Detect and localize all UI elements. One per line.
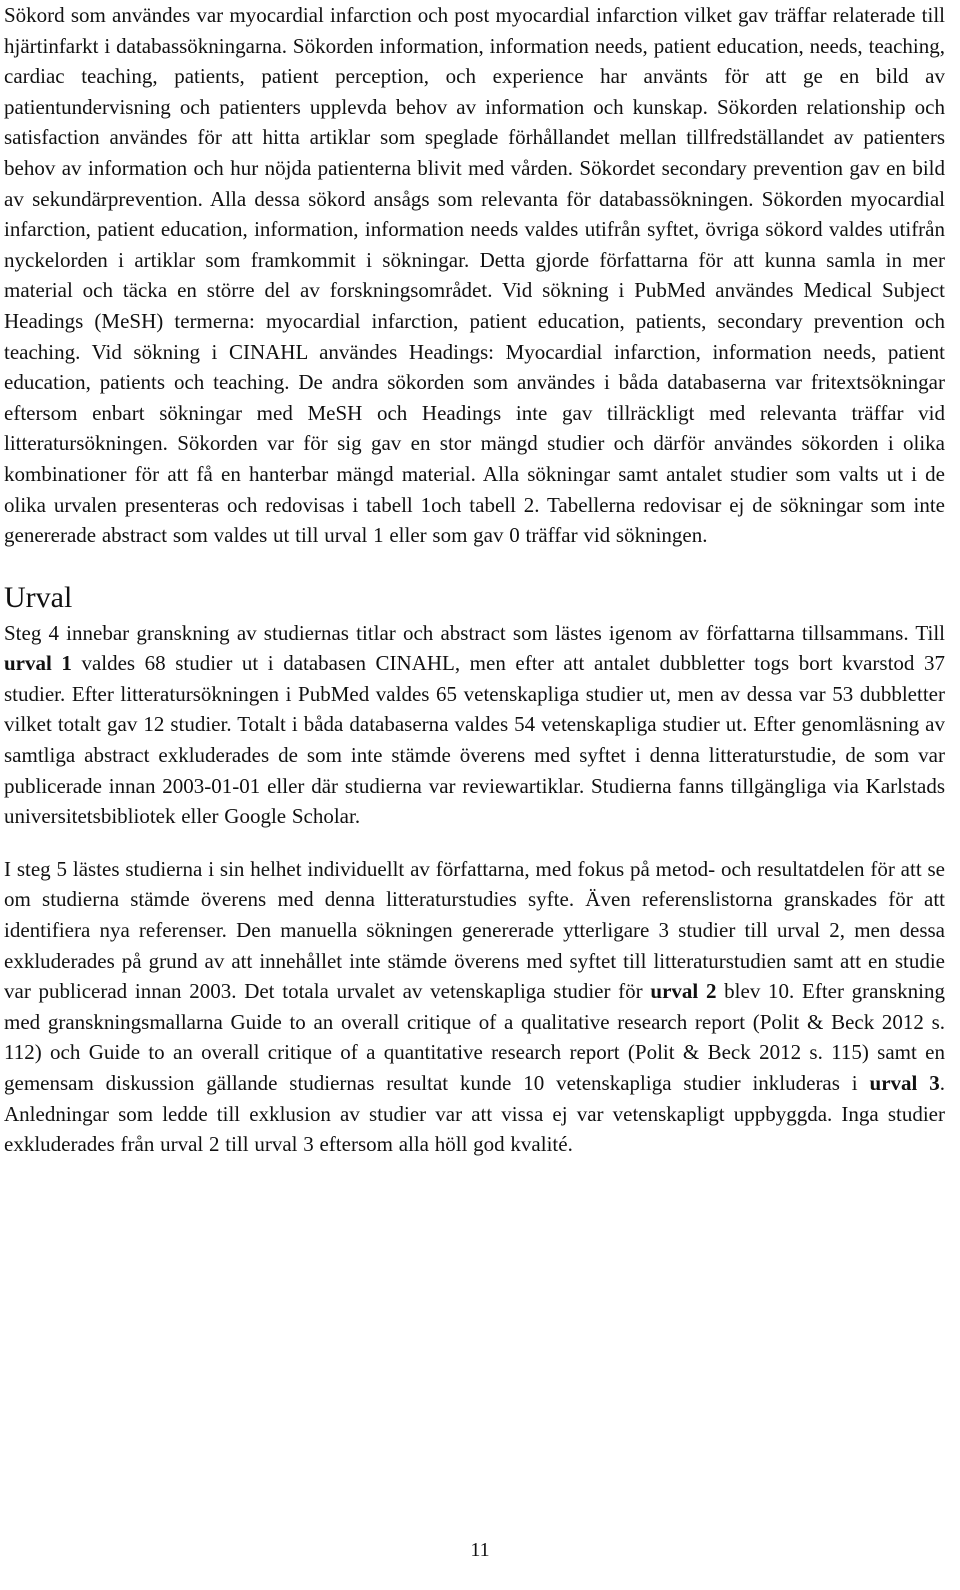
paragraph-step-4-text-b: valdes 68 studier ut i databasen CINAHL, men efter att antalet dubbletter togs bort kvarstod 37 studier. Efter litteratursökningen i PubMed valdes 65 vetenskapliga studier ut, men av dessa var 53 dubbletter vilket totalt gav 12 studier. Totalt i båda databaserna valdes 54 vetenskapliga studier ut. Efter genomläsning av samtliga abstract exkluderades de som inte stämde överens med syftet i denna litteraturstudie, de som var publicerade innan 2003-01-01 eller där studierna var reviewartiklar. Studierna fanns tillgängliga via Karlstads universitetsbibliotek eller Google Scholar. xyxy=(4,651,945,829)
paragraph-step-5-text-c: . Anledningar som ledde till exklusion av studier var att vissa ej var vetenskapligt uppbyggda. Inga studier exkluderades från urval 2 till urval 3 eftersom alla höll god kvalité. xyxy=(4,1071,945,1157)
paragraph-step-5-text-b: blev 10. Efter granskning med granskningsmallarna Guide to an overall critique of a qualitative research report (Polit & Beck 2012 s. 112) och Guide to an overall critique of a quantitative research report (Polit & Beck 2012 s. 115) samt en gemensam diskussion gällande studiernas resultat kunde 10 vetenskapliga studier inkluderas i xyxy=(4,979,945,1095)
paragraph-step-5-text-a: I steg 5 lästes studierna i sin helhet individuellt av författarna, med fokus på metod- och resultatdelen för att se om studierna stämde överens med denna litteraturstudies syfte. Även referenslistorna granskades för att identifiera nya referenser. Den manuella sökningen genererade ytterligare 3 studier till urval 2, men dessa exkluderades på grund av att innehållet inte stämde överens med syftet till litteraturstudien samt att en studie var publicerad innan 2003. Det totala urvalet av vetenskapliga studier för xyxy=(4,856,945,1004)
document-page xyxy=(4,0,945,1160)
section-heading-urval: Urval xyxy=(4,580,73,614)
paragraph-step-4 xyxy=(4,618,945,832)
paragraph-step-4-text-a: Steg 4 innebar granskning av studiernas titlar och abstract som lästes igenom av författarna tillsammans. Till xyxy=(4,620,945,645)
bold-urval-3: urval 3 xyxy=(869,1071,940,1095)
paragraph-step-5 xyxy=(4,854,945,1160)
bold-urval-1: urval 1 xyxy=(4,651,72,676)
paragraph-search-terms: Sökord som användes var myocardial infarction och post myocardial infarction vilket gav träffar relaterade till hjärtinfarkt i databassökningarna. Sökorden information, information needs, patient education, needs, teaching, cardiac teaching, patients, patient perception, och experience har använts för att ge en bild av patientundervisning och patienters upplevda behov av information och kunskap. Sökorden relationship och satisfaction användes för att hitta artiklar som speglade förhållandet mellan tillfredställandet av patienters behov av information och hur nöjda patienterna blivit med vården. Sökordet secondary prevention gav en bild av sekundärprevention. Alla dessa sökord ansågs som relevanta för databassökningen. Sökorden myocardial infarction, patient education, information, information needs valdes utifrån syftet, övriga sökord valdes utifrån nyckelorden i artiklar som framkommit i sökningar. Detta gjorde författarna för att kunna samla in mer material och täcka en större del av forskningsområdet. Vid sökning i PubMed användes Medical Subject Headings (MeSH) termerna: myocardial infarction, patient education, patients, secondary prevention och teaching. Vid sökning i CINAHL användes Headings: Myocardial infarction, information needs, patient education, patients och teaching. De andra sökorden som användes i båda databaserna var fritextsökningar eftersom enbart sökningar med MeSH och Headings inte gav tillräckligt med relevanta träffar vid litteratursökningen. Sökorden var för sig gav en stor mängd studier och därför användes sökorden i olika kombinationer för att få en hanterbar mängd material. Alla sökningar samt antalet studier som valts ut i de olika urvalen presenteras och redovisas i tabell 1och tabell 2. Tabellerna redovisar ej de sökningar som inte genererade abstract som valdes ut till urval 1 eller som gav 0 träffar vid sökningen. xyxy=(4,3,945,548)
page-number: 11 xyxy=(470,1539,490,1561)
bold-urval-2: urval 2 xyxy=(650,979,717,1004)
